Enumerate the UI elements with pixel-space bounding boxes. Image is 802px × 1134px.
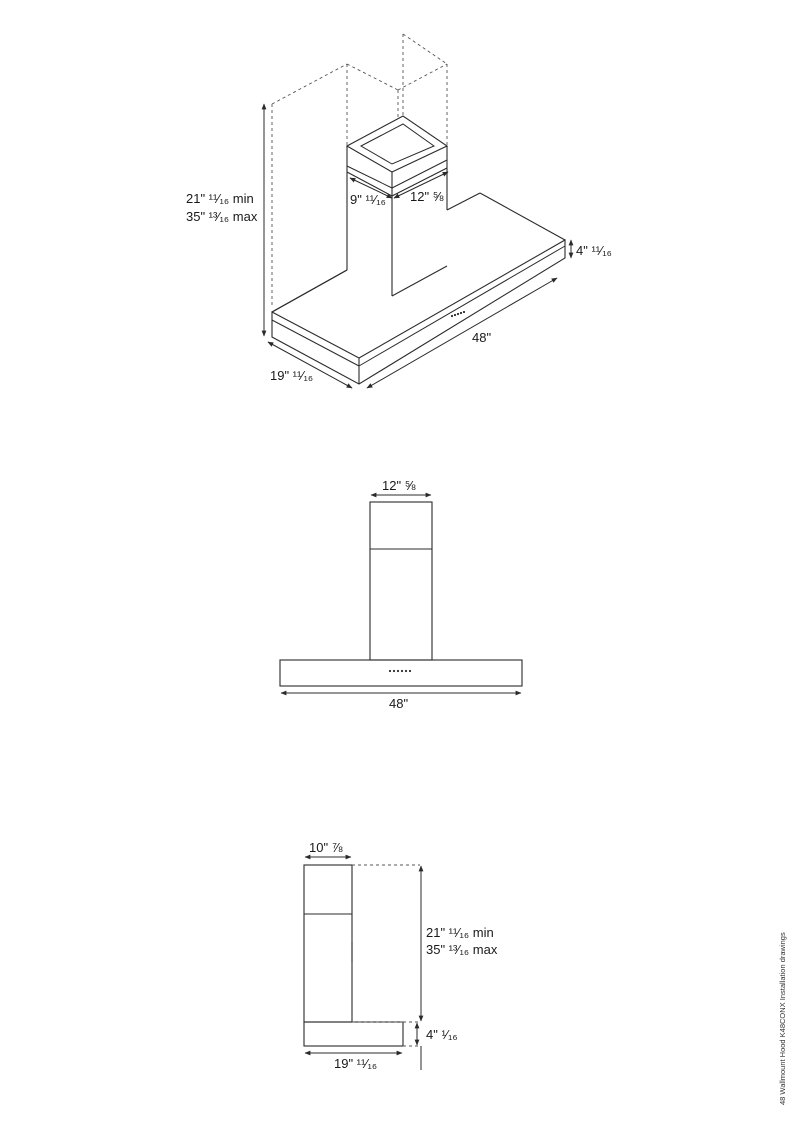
hood-canopy [272,193,565,384]
front-hood-canopy [280,660,522,686]
document-caption: 48 Wallmount Hood K48CONX Installation drawings [778,932,787,1105]
height-min-label: 21" ¹¹⁄₁₆ min [186,191,254,206]
dimension-lines [264,104,571,388]
front-view [280,478,522,711]
hood-depth-label: 19" ¹¹⁄₁₆ [270,368,314,383]
control-buttons [451,311,465,317]
isometric-view [186,34,612,388]
side-thickness-label: 4" ¹⁄₁₆ [426,1027,458,1042]
height-max-label: 35" ¹³⁄₁₆ max [186,209,258,224]
side-chimney [304,865,352,1022]
side-chimney-depth-label: 10" ⅞ [309,840,343,855]
chimney-depth-label: 9" ¹¹⁄₁₆ [350,192,386,207]
side-height-max-label: 35" ¹³⁄₁₆ max [426,942,498,957]
front-control-buttons [389,670,411,672]
front-chimney [370,502,432,660]
hood-width-label: 48" [472,330,492,345]
side-view [304,840,498,1071]
side-depth-label: 19" ¹¹⁄₁₆ [334,1056,378,1071]
chimney-extension-outline [272,34,447,305]
side-hood-canopy [304,1022,403,1046]
front-chimney-width-label: 12" ⅝ [382,478,416,493]
hood-thickness-label: 4" ¹¹⁄₁₆ [576,243,612,258]
chimney-width-label: 12" ⅝ [410,189,444,204]
side-height-min-label: 21" ¹¹⁄₁₆ min [426,925,494,940]
front-hood-width-label: 48" [389,696,409,711]
